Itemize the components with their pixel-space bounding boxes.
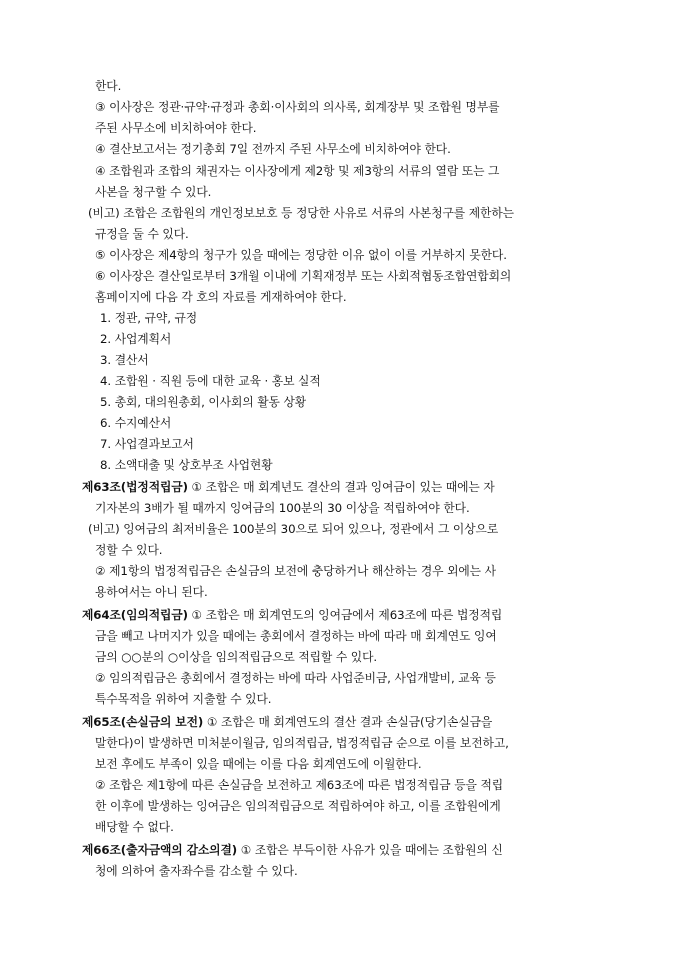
note-line: (비고) 잉여금의 최저비율은 100분의 30으로 되어 있으나, 정관에서 그 이상으로 [88,522,499,536]
text-line: ② 임의적립금은 총회에서 결정하는 바에 따라 사업준비금, 사업개발비, 교육 등 [95,671,496,685]
text-line: 청에 의하여 출자좌수를 감소할 수 있다. [95,864,298,878]
list-item: 7. 사업결과보고서 [100,437,194,451]
text-line: 주된 사무소에 비치하여야 한다. [95,121,257,135]
article-heading: 제64조(임의적립금) [82,608,188,622]
text-line: ① 조합은 매 회계연도의 잉여금에서 제63조에 따른 법정적립 [191,608,503,622]
text-line: 보전 후에도 부족이 있을 때에는 이를 다음 회계연도에 이월한다. [95,757,422,771]
text-line: ② 조합은 제1항에 따른 손실금을 보전하고 제63조에 따른 법정적립금 등을 적립 [95,778,504,792]
article-65 [82,714,492,730]
list-item: 6. 수지예산서 [100,416,172,430]
text-line: ⑤ 이사장은 제4항의 청구가 있을 때에는 정당한 이유 없이 이를 거부하지 못한다. [95,248,507,262]
note-line: (비고) 조합은 조합원의 개인정보보호 등 정당한 사유로 서류의 사본청구를 제한하는 [88,206,514,220]
text-line: 기자본의 3배가 될 때까지 잉여금의 100분의 30 이상을 적립하여야 한다. [95,501,470,515]
text-line: 배당할 수 없다. [95,820,174,834]
list-item: 2. 사업계획서 [100,332,172,346]
list-item: 5. 총회, 대의원총회, 이사회의 활동 상황 [100,395,307,409]
text-line: ② 제1항의 법정적립금은 손실금의 보전에 충당하거나 해산하는 경우 외에는 사 [95,564,496,578]
list-item: 8. 소액대출 및 상호부조 사업현황 [100,458,273,472]
text-line: 특수목적을 위하여 지출할 수 있다. [95,692,272,706]
text-line: 용하여서는 아니 된다. [95,585,208,599]
note-line: 정할 수 있다. [95,543,163,557]
text-line: ⑥ 이사장은 결산일로부터 3개월 이내에 기획재정부 또는 사회적협동조합연합회의 [95,269,512,283]
text-line: ① 조합은 매 회계연도의 결산 결과 손실금(당기손실금을 [206,715,493,729]
text-line: ③ 이사장은 정관·규약·규정과 총회·이사회의 의사록, 회계장부 및 조합원 명부를 [95,100,500,114]
text-line: ④ 결산보고서는 정기총회 7일 전까지 주된 사무소에 비치하여야 한다. [95,142,451,156]
text-line: 한 이후에 발생하는 잉여금은 임의적립금으로 적립하여야 하고, 이를 조합원에게 [95,799,501,813]
text-line: 홈페이지에 다음 각 호의 자료를 게재하여야 한다. [95,290,347,304]
article-heading: 제63조(법정적립금) [82,480,188,494]
note-line: 규정을 둘 수 있다. [95,227,189,241]
text-line: ① 조합은 부득이한 사유가 있을 때에는 조합원의 신 [240,843,503,857]
list-item: 4. 조합원 · 직원 등에 대한 교육 · 홍보 실적 [100,374,321,388]
text-line: 금의 ○○분의 ○이상을 임의적립금으로 적립할 수 있다. [95,650,378,664]
list-item: 3. 결산서 [100,353,149,367]
text-line: 한다. [95,79,122,93]
article-64 [82,607,502,623]
article-heading: 제66조(출자금액의 감소의결) [82,843,238,857]
article-66 [82,842,503,858]
article-heading: 제65조(손실금의 보전) [82,715,204,729]
text-line: 사본을 청구할 수 있다. [95,185,212,199]
text-line: ④ 조합원과 조합의 채권자는 이사장에게 제2항 및 제3항의 서류의 열람 또는 그 [95,164,500,178]
text-line: ① 조합은 매 회계년도 결산의 결과 잉여금이 있는 때에는 자 [191,480,495,494]
list-item: 1. 정관, 규약, 규정 [100,311,198,325]
article-63 [82,479,495,495]
text-line: 금을 빼고 나머지가 있을 때에는 총회에서 결정하는 바에 따라 매 회계연도 잉여 [95,629,497,643]
text-line: 말한다)이 발생하면 미처분이월금, 임의적립금, 법정적립금 순으로 이를 보전하고, [95,736,509,750]
